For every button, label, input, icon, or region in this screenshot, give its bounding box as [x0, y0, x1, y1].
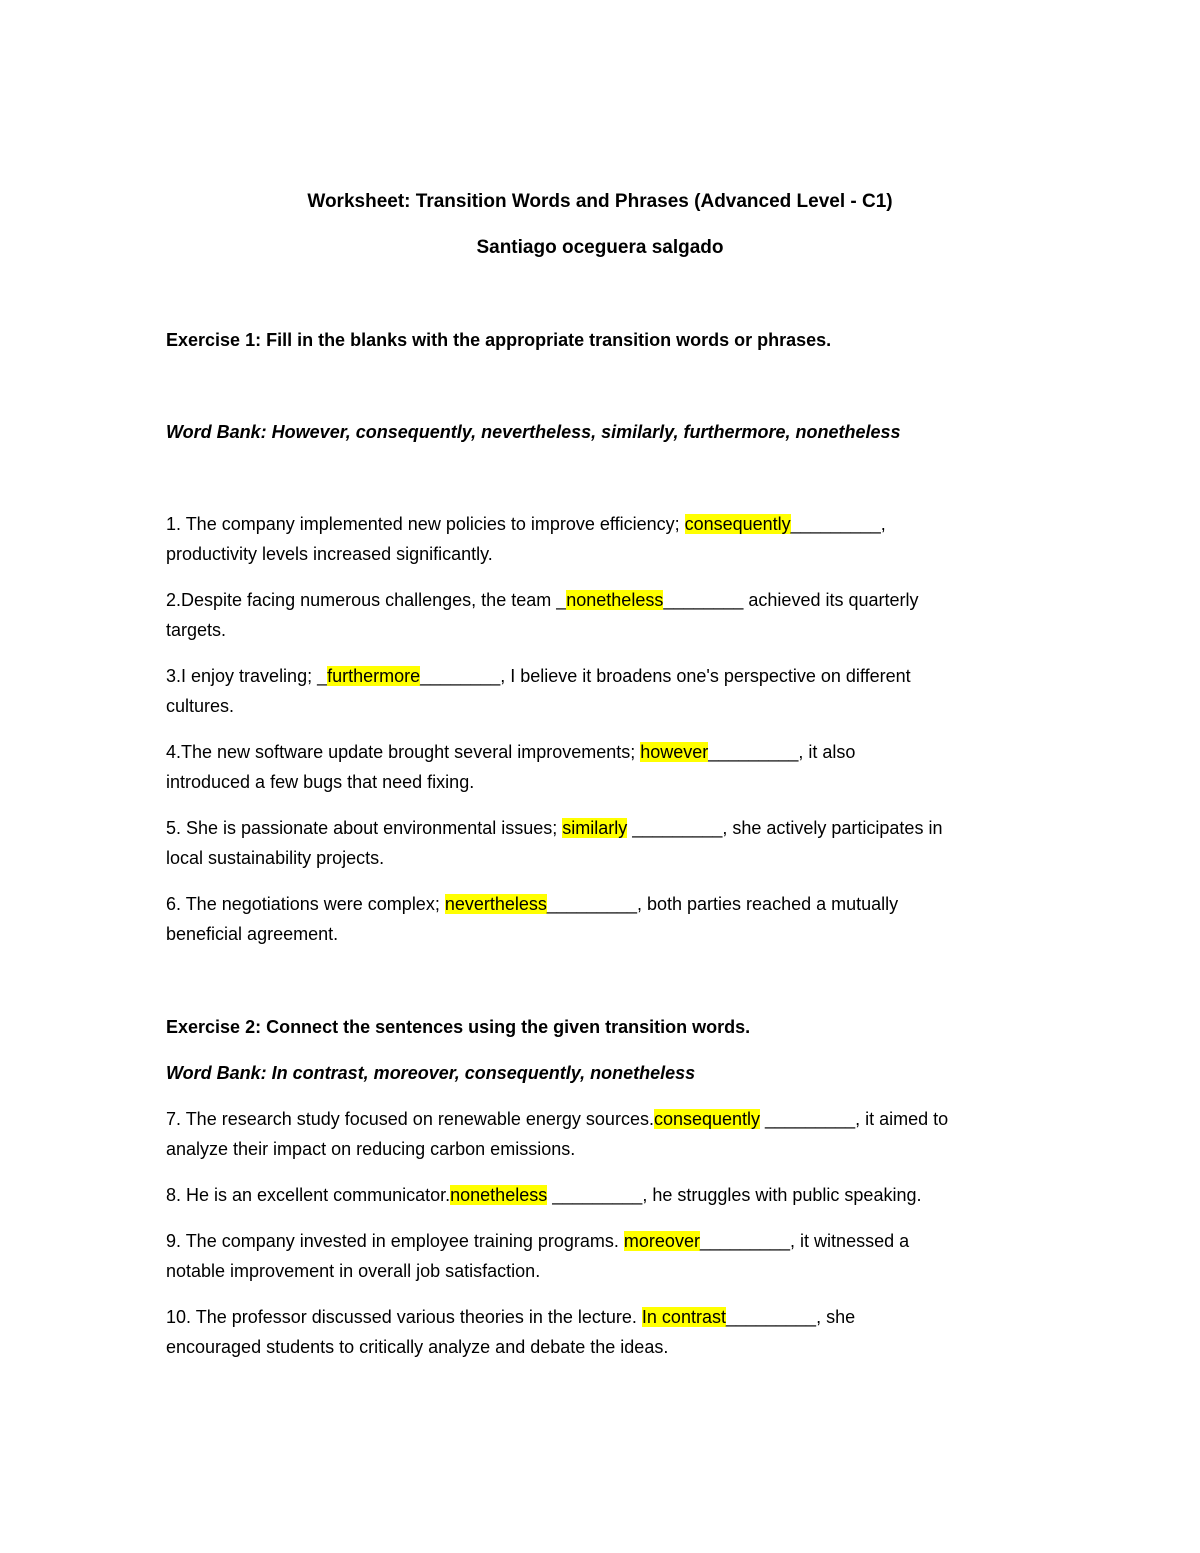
- item-text: _________, she actively participates in: [627, 818, 943, 838]
- item-text: productivity levels increased significantly.: [166, 544, 493, 564]
- item-text: 10. The professor discussed various theories in the lecture.: [166, 1307, 642, 1327]
- item-text: _________, both parties reached a mutually: [546, 894, 899, 914]
- item-text: notable improvement in overall job satisfaction.: [166, 1261, 541, 1281]
- answer-highlight: nevertheless: [444, 894, 547, 914]
- answer-highlight: nonetheless: [450, 1185, 548, 1205]
- item-text: ________ achieved its quarterly: [663, 590, 919, 610]
- item-text: _________, it also: [708, 742, 856, 762]
- exercise2-heading: Exercise 2: Connect the sentences using the given transition words.: [166, 1017, 751, 1037]
- item-text: local sustainability projects.: [166, 848, 385, 868]
- exercise1-item-4: [166, 737, 1046, 797]
- exercise1-item-3: [166, 661, 1046, 721]
- exercise1-word-bank: Word Bank: However, consequently, nevertheless, similarly, furthermore, nonetheless: [166, 422, 901, 442]
- item-text: 5. She is passionate about environmental issues;: [166, 818, 563, 838]
- item-text: _________, he struggles with public speaking.: [547, 1185, 922, 1205]
- exercise2-item-8: [166, 1180, 1046, 1210]
- item-text: 2.Despite facing numerous challenges, the team _: [166, 590, 567, 610]
- answer-highlight: furthermore: [327, 666, 421, 686]
- item-text: encouraged students to critically analyze and debate the ideas.: [166, 1337, 669, 1357]
- exercise1-item-6: [166, 889, 1046, 949]
- exercise1-item-5: [166, 813, 1046, 873]
- item-text: 6. The negotiations were complex;: [166, 894, 445, 914]
- item-text: beneficial agreement.: [166, 924, 339, 944]
- answer-highlight: moreover: [623, 1231, 700, 1251]
- item-text: _________, it witnessed a: [699, 1231, 910, 1251]
- item-text: 1. The company implemented new policies to improve efficiency;: [166, 514, 685, 534]
- item-text: ________, I believe it broadens one's perspective on different: [420, 666, 911, 686]
- item-text: 8. He is an excellent communicator.: [166, 1185, 451, 1205]
- exercise2-item-9: [166, 1226, 1046, 1286]
- item-text: 3.I enjoy traveling; _: [166, 666, 328, 686]
- worksheet-title: Worksheet: Transition Words and Phrases (Advanced Level - C1): [307, 191, 893, 212]
- exercise2-word-bank: Word Bank: In contrast, moreover, consequently, nonetheless: [166, 1063, 696, 1083]
- author-name: Santiago oceguera salgado: [476, 237, 724, 258]
- item-text: _________, she: [725, 1307, 856, 1327]
- exercise2-item-10: [166, 1302, 1046, 1362]
- item-text: targets.: [166, 620, 227, 640]
- answer-highlight: nonetheless: [566, 590, 664, 610]
- answer-highlight: consequently: [653, 1109, 761, 1129]
- item-text: 7. The research study focused on renewable energy sources.: [166, 1109, 654, 1129]
- answer-highlight: similarly: [562, 818, 628, 838]
- answer-highlight: however: [640, 742, 709, 762]
- exercise1-item-1: [166, 509, 1046, 569]
- item-text: introduced a few bugs that need fixing.: [166, 772, 475, 792]
- answer-highlight: consequently: [684, 514, 791, 534]
- item-text: cultures.: [166, 696, 235, 716]
- exercise1-item-2: [166, 585, 1046, 645]
- item-text: 9. The company invested in employee training programs.: [166, 1231, 624, 1251]
- item-text: _________, it aimed to: [760, 1109, 949, 1129]
- exercise1-heading: Exercise 1: Fill in the blanks with the appropriate transition words or phrases.: [166, 330, 832, 350]
- item-text: analyze their impact on reducing carbon emissions.: [166, 1139, 576, 1159]
- item-text: _________,: [790, 514, 886, 534]
- exercise2-item-7: [166, 1104, 1046, 1164]
- answer-highlight: In contrast: [641, 1307, 726, 1327]
- item-text: 4.The new software update brought several improvements;: [166, 742, 641, 762]
